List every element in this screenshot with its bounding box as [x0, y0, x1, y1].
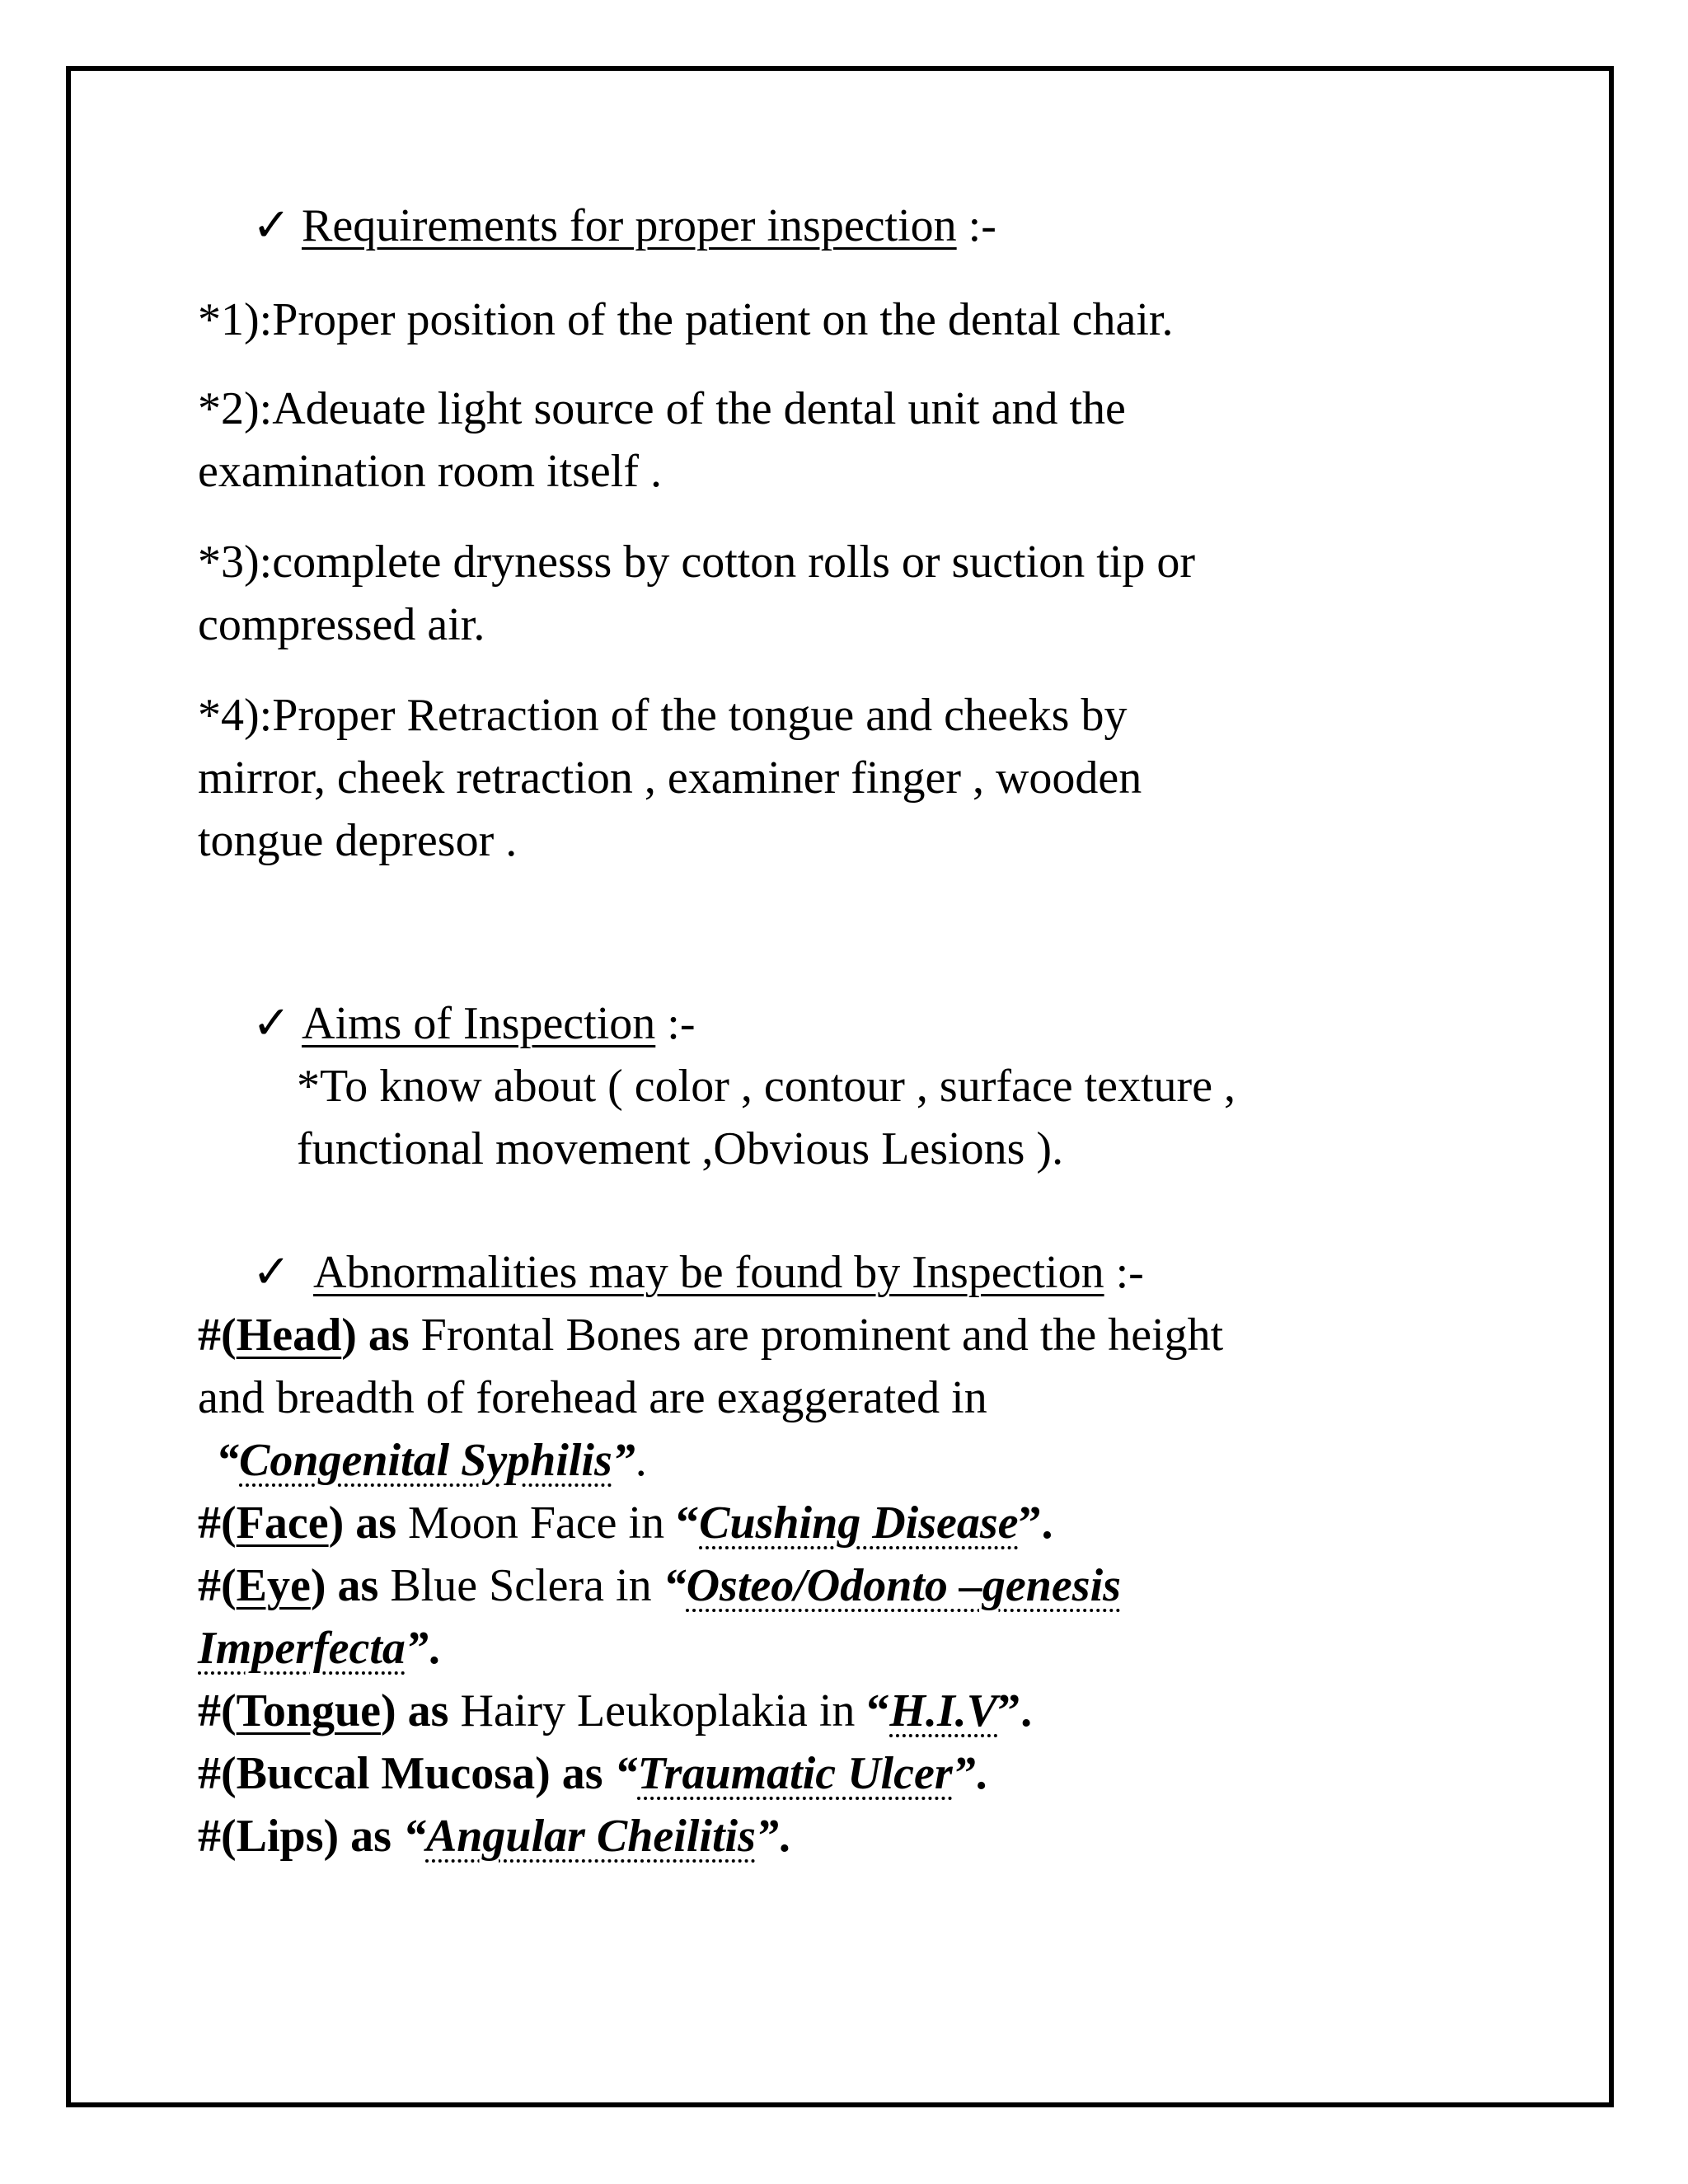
- abnormalities-heading: [252, 1246, 1144, 1299]
- heading-text: Requirements for proper inspection: [302, 200, 957, 251]
- body-part-tongue: Tongue: [236, 1685, 382, 1736]
- disease-hiv: H.I.V: [889, 1685, 998, 1736]
- checkmark-icon: ✓: [252, 998, 291, 1049]
- body-part-head: Head: [236, 1310, 342, 1361]
- requirement-3-line-1: *3):complete drynesss by cotton rolls or suction tip or: [198, 537, 1196, 588]
- checkmark-icon: ✓: [252, 200, 291, 251]
- disease-osteo-odonto-genesis: Osteo/Odonto –genesis: [686, 1560, 1121, 1611]
- heading-text: Aims of Inspection: [302, 998, 656, 1049]
- requirement-2-line-1: *2):Adeuate light source of the dental unit and the: [198, 383, 1126, 434]
- requirement-2-line-2: examination room itself .: [198, 446, 662, 497]
- disease-angular-cheilitis: Angular Cheilitis: [425, 1811, 756, 1862]
- heading-suffix: :-: [655, 998, 696, 1049]
- heading-text: Abnormalities may be found by Inspection: [313, 1247, 1104, 1298]
- requirement-1: *1):Proper position of the patient on the dental chair.: [198, 294, 1174, 345]
- eye-line-1: #(Eye) as Blue Sclera in “Osteo/Odonto –genesis: [198, 1560, 1121, 1611]
- buccal-line: #(Buccal Mucosa) as “Traumatic Ulcer”.: [198, 1748, 987, 1799]
- disease-imperfecta: Imperfecta: [198, 1623, 406, 1674]
- aims-heading: [252, 997, 696, 1050]
- head-line-1: #(Head) as Frontal Bones are prominent and the height: [198, 1310, 1224, 1361]
- requirement-4-line-2: mirror, cheek retraction , examiner finger , wooden: [198, 752, 1142, 804]
- heading-suffix: :-: [956, 200, 996, 251]
- head-line-3: “Congenital Syphilis”.: [216, 1435, 647, 1486]
- requirement-4-line-1: *4):Proper Retraction of the tongue and cheeks by: [198, 690, 1128, 741]
- requirements-heading: [252, 199, 996, 252]
- heading-suffix: :-: [1104, 1247, 1144, 1298]
- tongue-line: #(Tongue) as Hairy Leukoplakia in “H.I.V”.: [198, 1685, 1033, 1736]
- disease-cushing: Cushing Disease: [699, 1497, 1019, 1549]
- body-part-eye: Eye: [236, 1560, 311, 1611]
- aims-line-1: *To know about ( color , contour , surface texture ,: [297, 1061, 1236, 1112]
- requirement-3-line-2: compressed air.: [198, 599, 485, 650]
- disease-traumatic-ulcer: Traumatic Ulcer: [637, 1748, 953, 1799]
- aims-line-2: functional movement ,Obvious Lesions ).: [297, 1123, 1064, 1174]
- face-line: #(Face) as Moon Face in “Cushing Disease”.: [198, 1497, 1053, 1549]
- disease-congenital-syphilis: Congenital Syphilis: [239, 1435, 612, 1486]
- checkmark-icon: ✓: [252, 1247, 291, 1298]
- eye-line-2: Imperfecta”.: [198, 1623, 440, 1674]
- lips-line: #(Lips) as “Angular Cheilitis”.: [198, 1811, 790, 1862]
- body-part-face: Face: [236, 1497, 329, 1549]
- head-line-2: and breadth of forehead are exaggerated in: [198, 1372, 987, 1423]
- requirement-4-line-3: tongue depresor .: [198, 815, 518, 866]
